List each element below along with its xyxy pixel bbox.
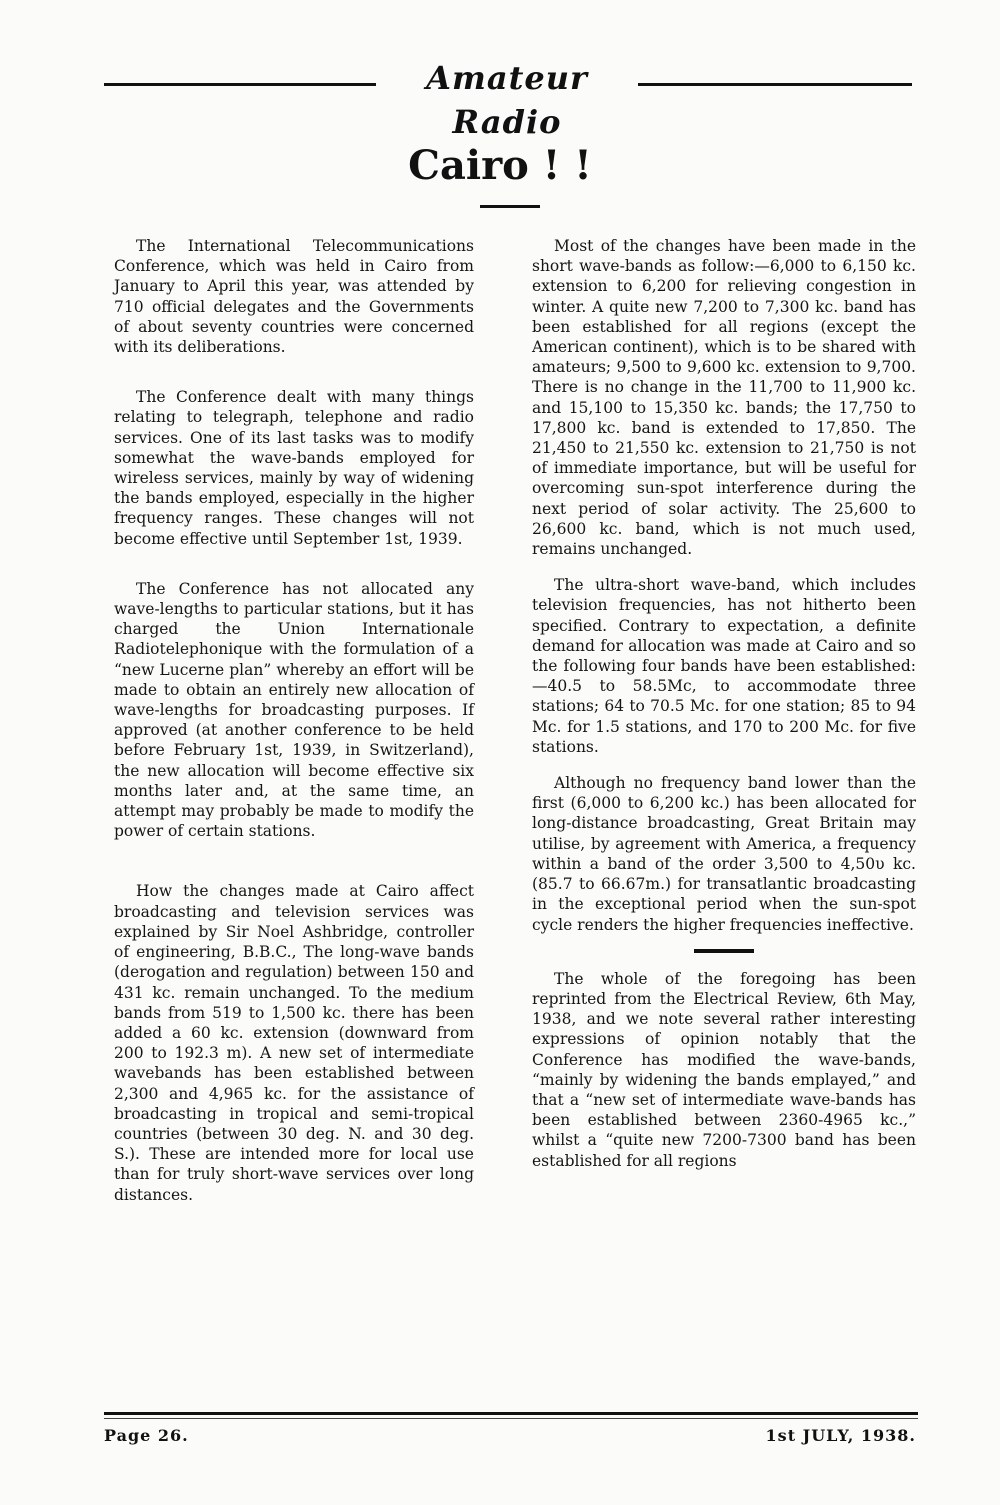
page-number: Page 26. <box>104 1426 189 1445</box>
right-column <box>532 236 916 1171</box>
paragraph: The Conference has not allocated any wave-lengths to particular stations, but it has charged the Union Internationale Radiotelephonique with the formulation of a “new Lucerne plan” whereby an effort will be made to obtain an entirely new allocation of wave-lengths for broadcasting purposes. If approved (at another conference to be held before February 1st, 1939, in Switzerland), the new allocation will become effective six months later and, at the same time, an attempt may probably be made to modify the power of certain stations. <box>114 579 474 841</box>
paragraph: How the changes made at Cairo affect broadcasting and television services was explained by Sir Noel Ashbridge, controller of engineering, B.B.C., The long-wave bands (derogation and regulation) between 150 and 431 kc. remain unchanged. To the medium bands from 519 to 1,500 kc. there has been added a 60 kc. extension (downward from 200 to 192.3 m). A new set of intermediate wavebands has been established between 2,300 and 4,965 kc. for the assistance of broadcasting in tropical and semi-tropical countries (between 30 deg. N. and 30 deg. S.). These are intended more for local use than for truly short-wave services over long distances. <box>114 882 474 1204</box>
footer-rule <box>104 1412 918 1415</box>
paragraph: Most of the changes have been made in the short wave-bands as follow:—6,000 to 6,150 kc. extension to 6,200 for relieving congestion in winter. A quite new 7,200 to 7,300 kc. band has been established for all regions (except the American continent), which is to be shared with amateurs; 9,500 to 9,600 kc. extension to 9,700. There is no change in the 11,700 to 11,900 kc. and 15,100 to 15,350 kc. bands; the 17,750 to 17,800 kc. band is extended to 17,850. The 21,450 to 21,550 kc. extension to 21,750 is not of immediate importance, but will be useful for overcoming sun-spot interference during the next period of solar activity. The 25,600 to 26,600 kc. band, which is not much used, remains unchanged. <box>532 237 916 559</box>
headline-underline <box>480 205 540 208</box>
article-headline: Cairo ! ! <box>408 142 592 189</box>
masthead-rule-left <box>104 83 376 86</box>
paragraph: Although no frequency band lower than the first (6,000 to 6,200 kc.) has been allocated for long-distance broadcasting, Great Britain may utilise, by agreement with America, a frequency within a band of the order 3,500 to 4,50υ kc. (85.7 to 66.67m.) for transatlantic broadcasting in the exceptional period when the sun-spot cycle renders the higher frequencies ineffective. <box>532 774 916 934</box>
masthead-title: Amateur Radio <box>426 59 588 141</box>
paragraph: The Conference dealt with many things relating to telegraph, telephone and radio services. One of its last tasks was to modify somewhat the wave-bands employed for wireless services, mainly by way of widening the bands employed, especially in the higher frequency ranges. These changes will not become effective until September 1st, 1939. <box>114 388 474 548</box>
footer-rule-thin <box>104 1418 918 1419</box>
paragraph: The whole of the foregoing has been reprinted from the Electrical Review, 6th May, 1938, and we note several rather interesting expressions of opinion notably that the Conference has modified the wave-bands, “mainly by widening the bands emplayed,” and that a “new set of intermediate wave-bands has been established between 2360-4965 kc.,” whilst a “quite new 7200-7300 band has been established for all regions <box>532 969 916 1170</box>
section-divider <box>694 949 754 953</box>
left-column <box>114 236 474 1205</box>
paragraph: The ultra-short wave-band, which includes television frequencies, has not hitherto been specified. Contrary to expectation, a definite demand for allocation was made at Cairo and so the following four bands have been established:—40.5 to 58.5Mc, to accommodate three stations; 64 to 70.5 Mc. for one station; 85 to 94 Mc. for 1.5 stations, and 170 to 200 Mc. for five stations. <box>532 576 916 756</box>
issue-date: 1st JULY, 1938. <box>765 1426 916 1445</box>
masthead-rule-right <box>638 83 912 86</box>
masthead <box>104 56 912 141</box>
paragraph: The International Telecommunications Conference, which was held in Cairo from January to April this year, was attended by 710 official delegates and the Governments of about seventy countries were concerned with its deliberations. <box>114 237 474 357</box>
